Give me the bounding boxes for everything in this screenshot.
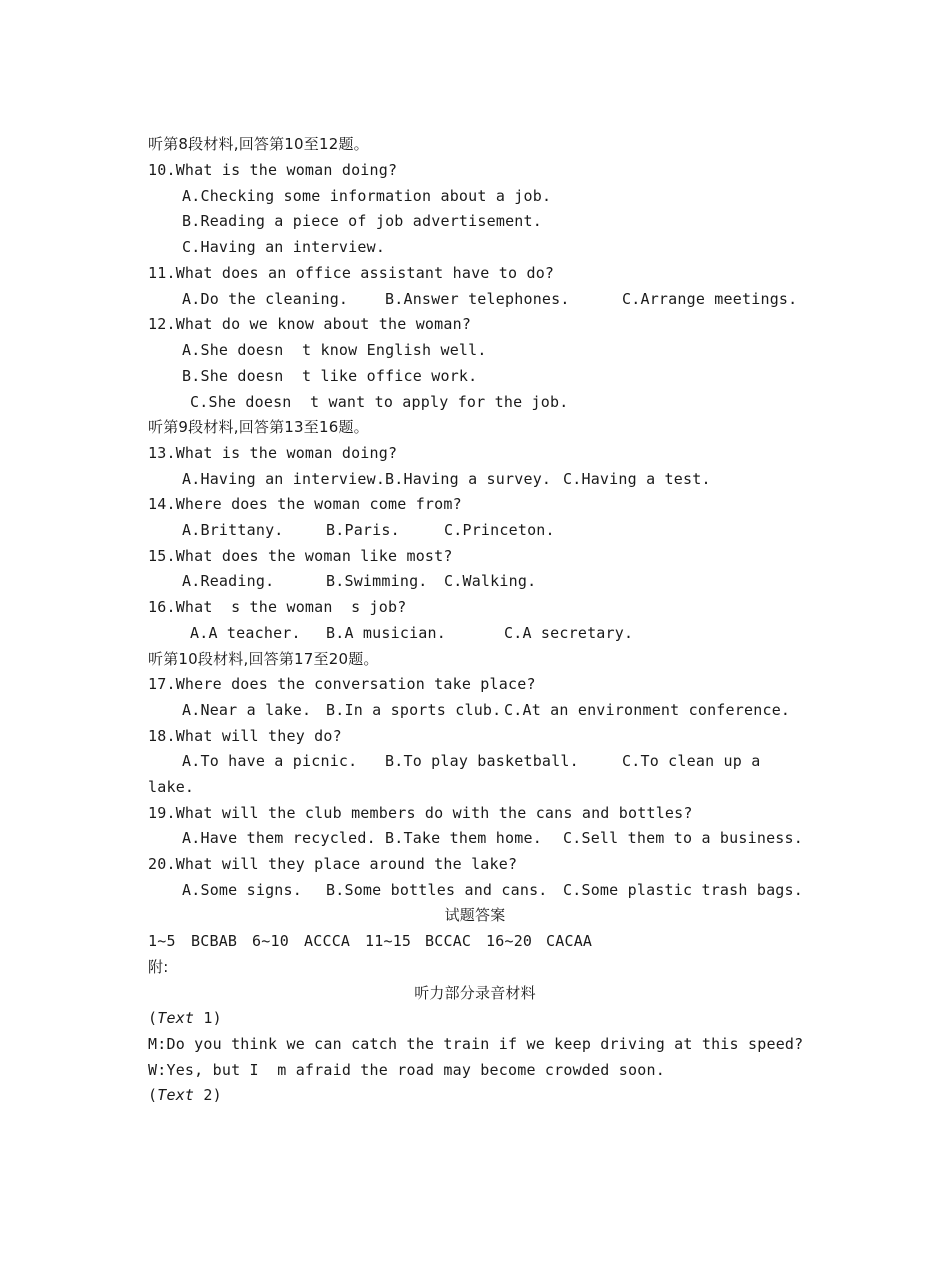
option-b: B.Take them home. (385, 829, 542, 847)
option-c: C.Having a test. (563, 470, 711, 488)
question-stem: 14.Where does the woman come from? (148, 495, 462, 513)
question-stem: 18.What will they do? (148, 727, 342, 745)
option-b: B.She doesn t like office work. (182, 367, 478, 385)
text-label: (Text 2) (148, 1086, 222, 1104)
option-b: B.Swimming. (326, 572, 428, 590)
option-a: A.She doesn t know English well. (182, 341, 487, 359)
question-stem: 13.What is the woman doing? (148, 444, 398, 462)
option-b: B.Reading a piece of job advertisement. (182, 212, 542, 230)
option-a: A.Have them recycled. (182, 829, 376, 847)
option-c: C.Sell them to a business. (563, 829, 803, 847)
option-a: A.Do the cleaning. (182, 290, 349, 308)
option-b: B.Paris. (326, 521, 400, 539)
option-c: C.Walking. (444, 572, 537, 590)
option-b: B.Some bottles and cans. (326, 881, 548, 899)
question-stem: 15.What does the woman like most? (148, 547, 453, 565)
question-stem: 19.What will the club members do with the cans and bottles? (148, 804, 693, 822)
transcript-line: M:Do you think we can catch the train if we keep driving at this speed? (148, 1035, 804, 1053)
appendix-label: 附: (148, 958, 169, 976)
section-heading: 听第10段材料,回答第17至20题。 (148, 650, 379, 668)
answer-range: 6~10 (252, 932, 289, 950)
transcript-line: W:Yes, but I m afraid the road may become crowded soon. (148, 1061, 665, 1079)
answer-key: CACAA (546, 932, 593, 950)
option-b: B.Having a survey. (385, 470, 552, 488)
text-word: Text (157, 1009, 195, 1027)
option-c: C.Arrange meetings. (622, 290, 798, 308)
appendix-title: 听力部分录音材料 (414, 984, 536, 1002)
option-a: A.Having an interview. (182, 470, 386, 488)
option-b: B.A musician. (326, 624, 446, 642)
option-a: A.Some signs. (182, 881, 302, 899)
text-number: 1 (203, 1009, 213, 1027)
answer-range: 16~20 (486, 932, 533, 950)
section-heading: 听第9段材料,回答第13至16题。 (148, 418, 369, 436)
option-c: C.Some plastic trash bags. (563, 881, 803, 899)
option-a: A.Near a lake. (182, 701, 312, 719)
answer-key: BCBAB (191, 932, 238, 950)
text-word: Text (157, 1086, 195, 1104)
option-a: A.To have a picnic. (182, 752, 358, 770)
answer-range: 11~15 (365, 932, 412, 950)
option-c: C.She doesn t want to apply for the job. (190, 393, 569, 411)
option-c: C.Princeton. (444, 521, 555, 539)
option-c: C.Having an interview. (182, 238, 386, 256)
text-number: 2 (203, 1086, 213, 1104)
option-a: A.A teacher. (190, 624, 301, 642)
question-stem: 17.Where does the conversation take place? (148, 675, 536, 693)
answer-range: 1~5 (148, 932, 176, 950)
option-a: A.Reading. (182, 572, 275, 590)
option-b: B.To play basketball. (385, 752, 579, 770)
question-stem: 16.What s the woman s job? (148, 598, 407, 616)
answer-key: ACCCA (304, 932, 351, 950)
option-c: C.To clean up a (622, 752, 761, 770)
question-stem: 11.What does an office assistant have to do? (148, 264, 555, 282)
option-a: A.Brittany. (182, 521, 284, 539)
answers-title: 试题答案 (444, 906, 506, 924)
option-b: B.In a sports club. (326, 701, 502, 719)
question-stem: 20.What will they place around the lake? (148, 855, 518, 873)
option-c: C.A secretary. (504, 624, 634, 642)
option-a: A.Checking some information about a job. (182, 187, 552, 205)
section-heading: 听第8段材料,回答第10至12题。 (148, 135, 369, 153)
question-stem: 10.What is the woman doing? (148, 161, 398, 179)
option-c-wrap: lake. (148, 778, 195, 796)
question-stem: 12.What do we know about the woman? (148, 315, 472, 333)
option-b: B.Answer telephones. (385, 290, 570, 308)
text-label: (Text 1) (148, 1009, 222, 1027)
option-c: C.At an environment conference. (504, 701, 791, 719)
answer-key: BCCAC (425, 932, 472, 950)
